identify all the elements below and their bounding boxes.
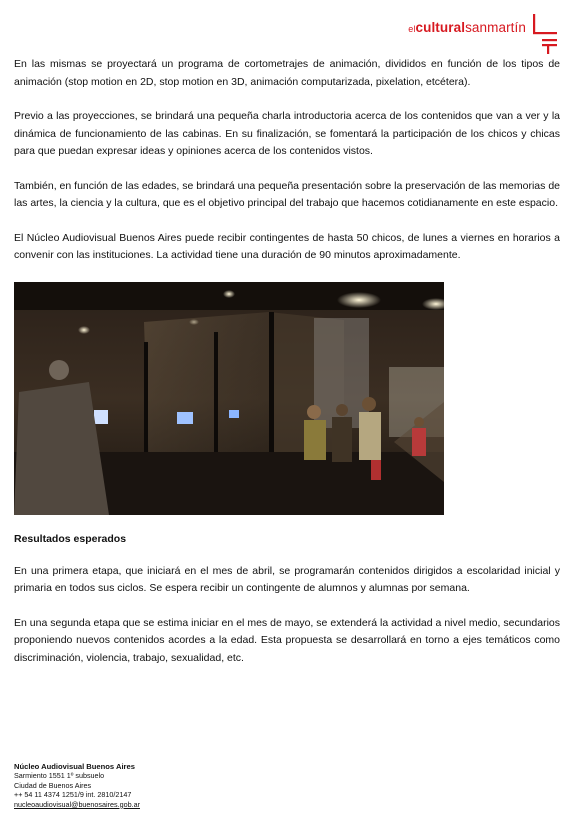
paragraph: También, en función de las edades, se brindará una pequeña presentación sobre la preservación de las memorias de las artes, la ciencia y la cultura, que es el objetivo principal del trabajo que hacemos cotidianamente en este espacio. <box>14 179 560 209</box>
paragraph: El Núcleo Audiovisual Buenos Aires puede recibir contingentes de hasta 50 chicos, de lunes a viernes en horarios a convenir con las instituciones. La actividad tiene una duración de 90 minutos aproximadamente. <box>14 231 560 261</box>
logo-wordmark: elculturalsanmartín <box>408 20 526 35</box>
contact-footer <box>14 762 140 809</box>
logo-mark-icon <box>530 14 558 54</box>
document-body <box>14 56 560 684</box>
footer-email-link[interactable]: nucleoaudiovisual@buenosaires.gob.ar <box>14 799 140 809</box>
paragraph: En una primera etapa, que iniciará en el mes de abril, se programarán contenidos dirigidos a escolaridad inicial y primaria en todos sus ciclos. Se espera recibir un contingente de alumnos y alumnas por semana. <box>14 564 560 594</box>
paragraph: En las mismas se proyectará un programa de cortometrajes de animación, divididos en función de los tipos de animación (stop motion en 2D, stop motion en 3D, animación computarizada, pixelation, etcétera). <box>14 58 560 88</box>
brand-logo <box>358 14 558 54</box>
footer-city: Ciudad de Buenos Aires <box>14 780 92 790</box>
paragraph: En una segunda etapa que se estima iniciar en el mes de mayo, se extenderá la actividad a nivel medio, secundarios proponiendo nuevos contenidos acordes a la edad. Esta propuesta se desarrollará en torno a ejes temáticos como discriminación, violencia, trabajo, sexualidad, etc. <box>14 616 560 664</box>
cabins-photo <box>14 282 444 515</box>
paragraph: Previo a las proyecciones, se brindará una pequeña charla introductoria acerca de los contenidos que van a ver y la dinámica de funcionamiento de las cabinas. En su finalización, se fomentará la participación de los chicos y chicas para que puedan expresar ideas y opiniones acerca de los contenidos vistos. <box>14 110 560 157</box>
section-heading: Resultados esperados <box>14 532 127 545</box>
footer-address: Sarmiento 1551 1º subsuelo <box>14 771 105 781</box>
footer-org-name: Núcleo Audiovisual Buenos Aires <box>14 762 135 771</box>
footer-phone: ++ 54 11 4374 1251/9 int. 2810/2147 <box>14 790 132 800</box>
